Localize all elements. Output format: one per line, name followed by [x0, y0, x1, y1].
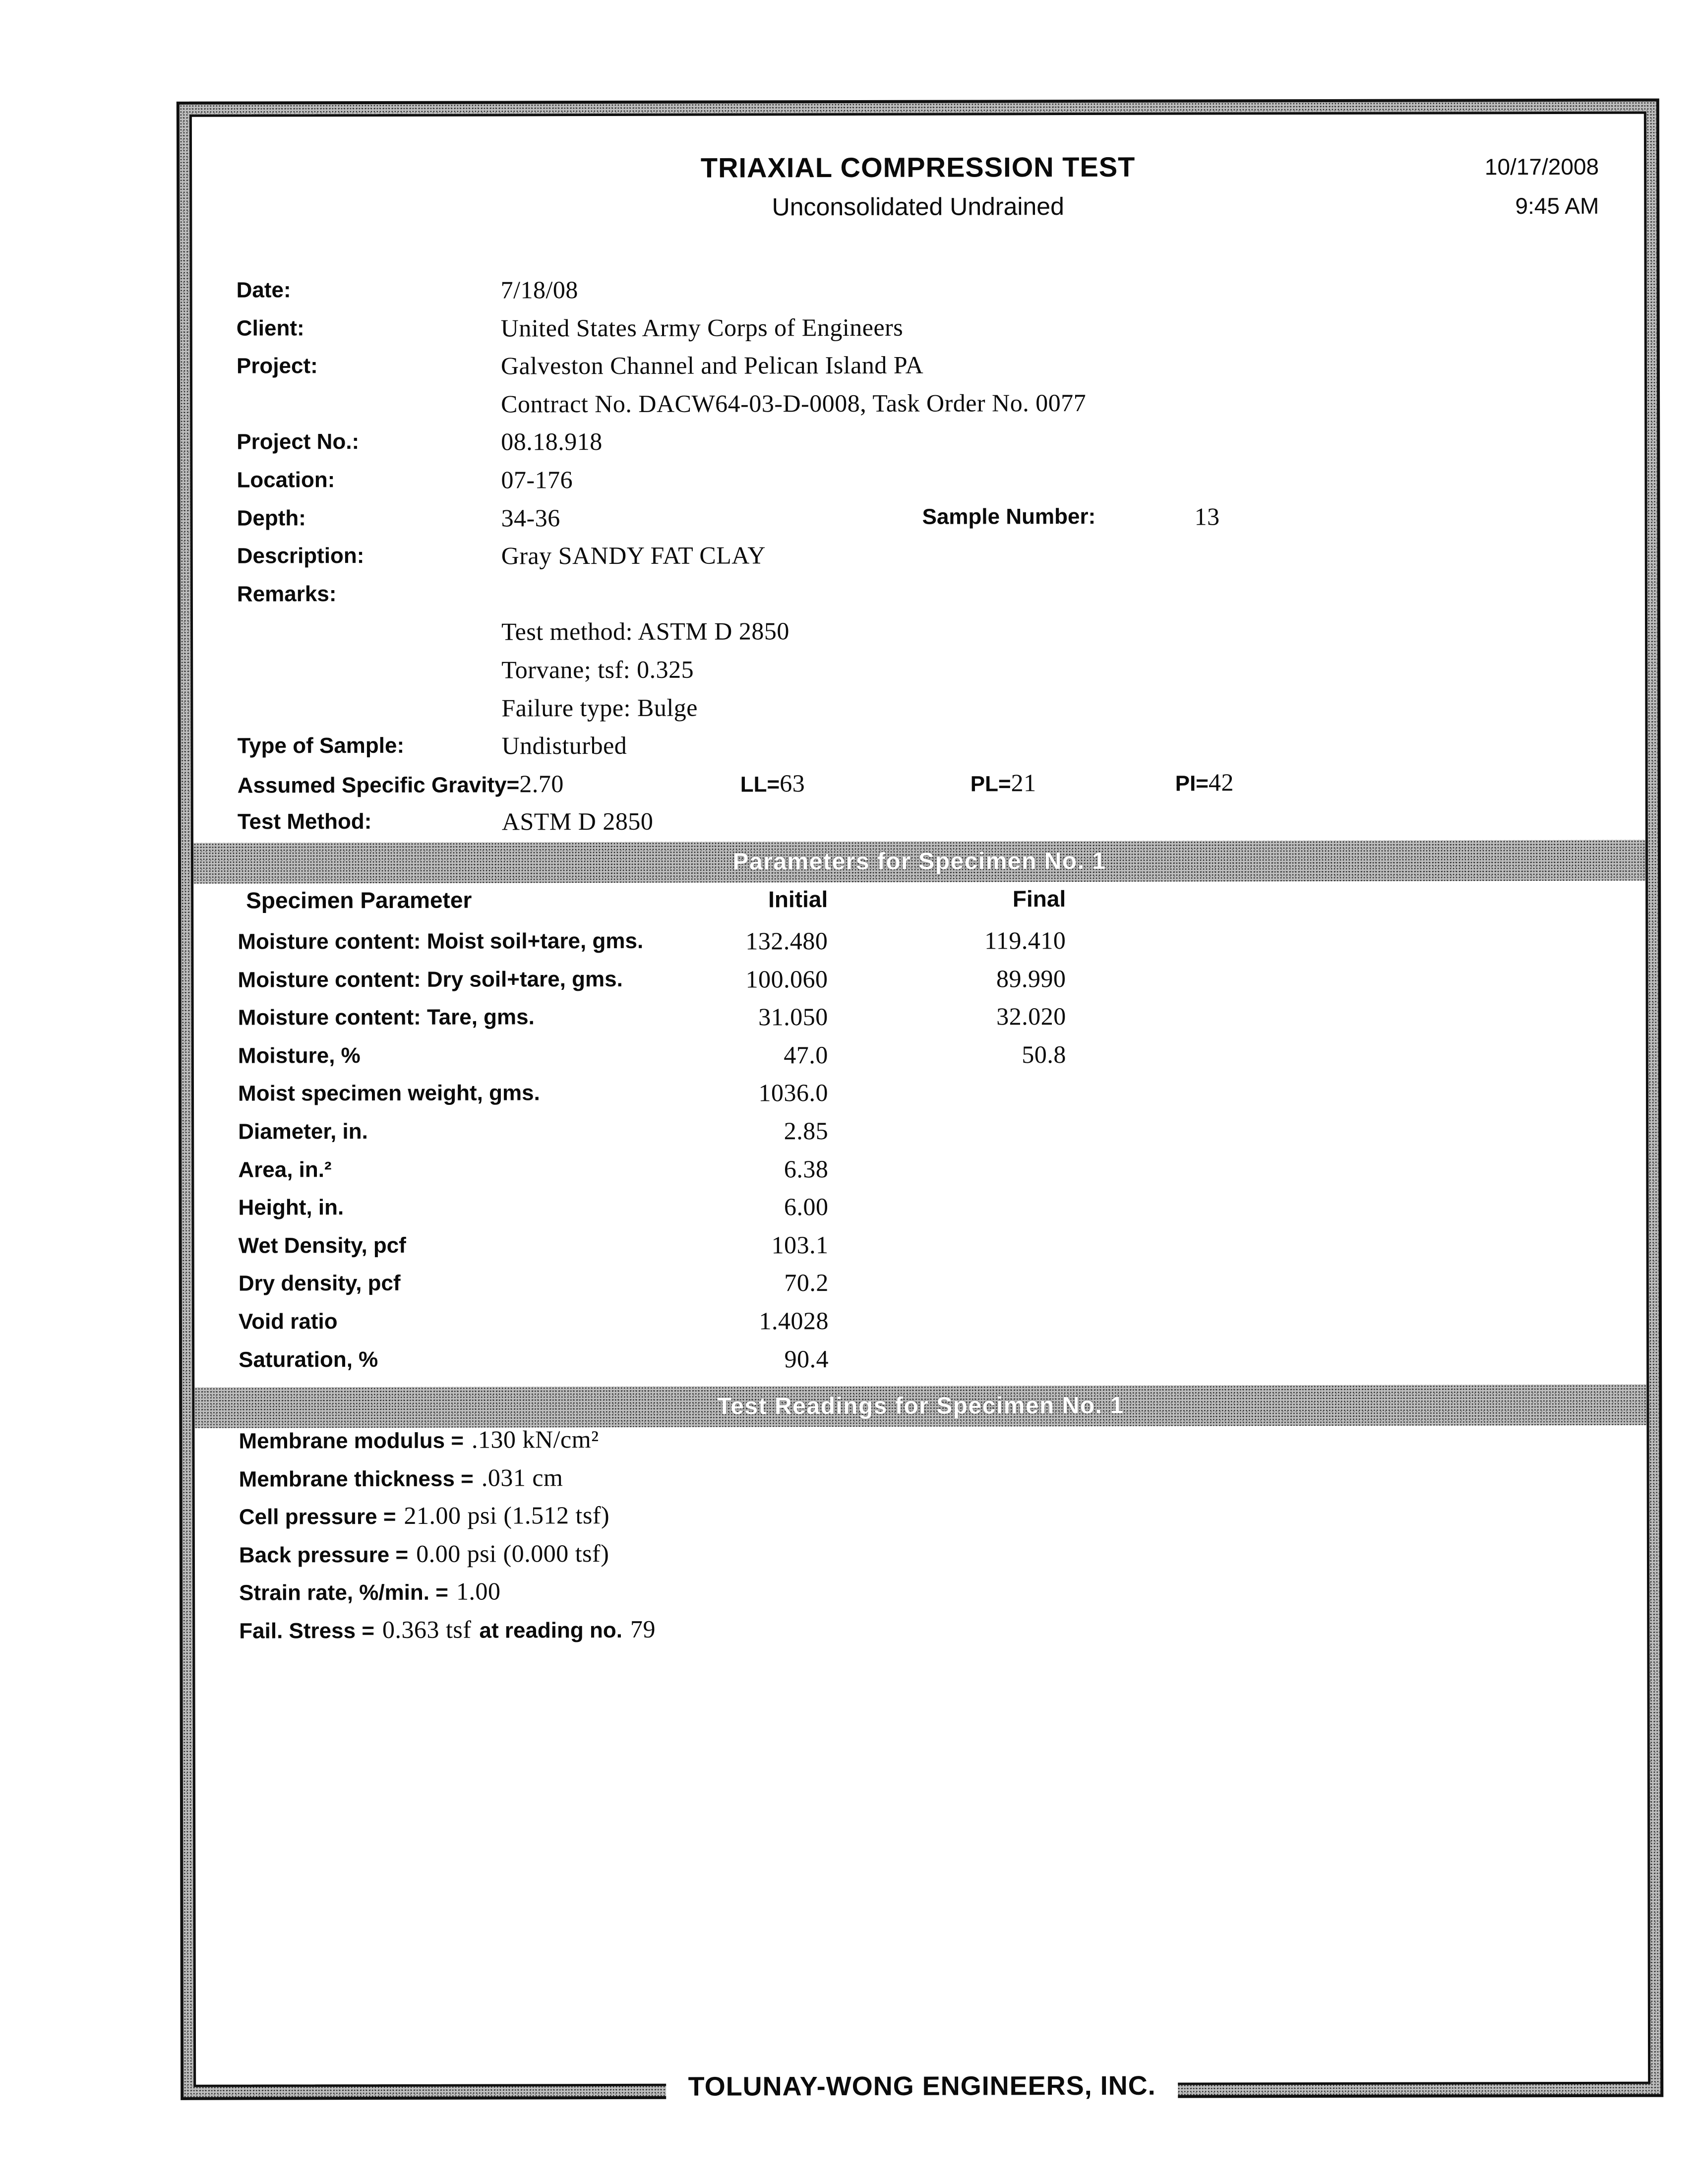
table-row: [0, 1229, 1698, 1271]
final-value: 50.8: [1022, 1040, 1066, 1069]
info-row-torvane: [0, 654, 1697, 695]
field-value: Torvane; tsf: 0.325: [501, 655, 694, 684]
print-time: 9:45 AM: [1515, 192, 1599, 219]
initial-value: 100.060: [745, 965, 828, 993]
reading-row: [0, 1422, 1698, 1464]
assumed-specific-gravity: Assumed Specific Gravity=2.70: [237, 769, 564, 798]
company-name: TOLUNAY-WONG ENGINEERS, INC.: [667, 2070, 1178, 2102]
info-row-gravity-atterberg: [0, 768, 1698, 809]
reading-row: [1, 1460, 1698, 1502]
parameter-label: Height, in.: [238, 1195, 344, 1220]
column-header-final: Final: [1012, 886, 1066, 912]
parameter-label: Moisture content: Moist soil+tare, gms.: [238, 928, 644, 954]
parameter-label: Diameter, in.: [238, 1119, 368, 1144]
cell-pressure: Cell pressure = 21.00 psi (1.512 tsf): [239, 1501, 610, 1530]
initial-value: 31.050: [758, 1003, 828, 1031]
field-label: Client:: [236, 315, 304, 341]
table-row: [0, 1268, 1698, 1309]
plastic-limit: PL=21: [970, 768, 1036, 797]
final-value: 32.020: [996, 1002, 1066, 1031]
info-row-contract: [0, 388, 1697, 429]
info-row-project: [0, 350, 1697, 392]
parameters-section-band: [193, 840, 1645, 884]
parameter-label: Moisture, %: [238, 1043, 361, 1068]
table-row: [0, 1153, 1698, 1195]
parameter-label: Dry density, pcf: [238, 1271, 401, 1296]
initial-value: 103.1: [771, 1230, 829, 1259]
test-readings-band-title: Test Readings for Specimen No. 1: [717, 1392, 1124, 1420]
column-header-parameter: Specimen Parameter: [246, 887, 472, 913]
page-title: TRIAXIAL COMPRESSION TEST: [700, 151, 1136, 183]
parameters-table-header: [0, 884, 1698, 929]
field-value: 07-176: [501, 466, 573, 494]
specimen-info-section: [0, 274, 1698, 847]
info-row-location: [0, 464, 1697, 505]
field-value: Test method: ASTM D 2850: [501, 617, 789, 646]
table-row: [0, 1305, 1698, 1347]
initial-value: 90.4: [784, 1344, 829, 1373]
parameter-label: Saturation, %: [239, 1347, 378, 1372]
initial-value: 2.85: [784, 1117, 829, 1145]
sample-number-value: 13: [1194, 502, 1220, 531]
field-value: 7/18/08: [500, 276, 578, 304]
field-value: Contract No. DACW64-03-D-0008, Task Order No. 0077: [501, 388, 1087, 418]
field-value: ASTM D 2850: [501, 807, 654, 836]
initial-value: 1.4028: [759, 1307, 829, 1335]
reading-row: [1, 1536, 1698, 1578]
parameter-label: Void ratio: [238, 1309, 338, 1334]
info-row-client: [0, 312, 1697, 354]
parameter-label: Wet Density, pcf: [238, 1233, 406, 1258]
final-value: 89.990: [996, 964, 1066, 992]
table-row: [0, 1115, 1698, 1157]
field-value: Failure type: Bulge: [501, 693, 698, 722]
initial-value: 6.00: [784, 1193, 829, 1221]
field-label: Test Method:: [237, 809, 372, 834]
strain-rate: Strain rate, %/min. = 1.00: [239, 1577, 501, 1606]
info-row-project-no: [0, 426, 1697, 468]
final-value: 119.410: [984, 926, 1066, 955]
parameters-band-title: Parameters for Specimen No. 1: [732, 848, 1106, 875]
field-value: United States Army Corps of Engineers: [500, 313, 904, 342]
liquid-limit: LL=63: [740, 769, 805, 797]
membrane-thickness: Membrane thickness = .031 cm: [239, 1463, 563, 1492]
info-row-test-method-note: [0, 616, 1697, 658]
reading-row: [1, 1499, 1698, 1540]
plasticity-index: PI=42: [1175, 768, 1234, 796]
info-row-date: [0, 274, 1697, 315]
sample-number-label: Sample Number:: [922, 504, 1096, 529]
parameter-label: Moist specimen weight, gms.: [238, 1081, 540, 1106]
parameters-table: [0, 884, 1698, 1385]
field-value: Undisturbed: [501, 731, 627, 760]
test-readings-section-band: [194, 1385, 1646, 1428]
field-label: Depth:: [237, 505, 306, 531]
info-row-depth: [0, 502, 1697, 544]
parameter-label: Moisture content: Dry soil+tare, gms.: [238, 967, 623, 992]
parameter-label: Moisture content: Tare, gms.: [238, 1005, 535, 1030]
table-row: [0, 1192, 1698, 1233]
info-row-remarks: [0, 578, 1697, 619]
reading-row: [1, 1612, 1698, 1654]
info-row-description: [0, 540, 1697, 582]
table-row: [0, 1039, 1698, 1081]
field-label: Date:: [236, 278, 291, 303]
reading-row: [1, 1575, 1698, 1616]
field-value: 34-36: [501, 503, 560, 532]
table-row: [0, 925, 1698, 967]
field-value: Galveston Channel and Pelican Island PA: [500, 351, 924, 380]
column-header-initial: Initial: [768, 886, 828, 912]
initial-value: 47.0: [784, 1040, 828, 1069]
back-pressure: Back pressure = 0.00 psi (0.000 tsf): [239, 1539, 609, 1568]
initial-value: 70.2: [784, 1269, 829, 1297]
field-label: Description:: [237, 544, 364, 568]
test-readings-section: [0, 1422, 1698, 1654]
info-row-type-of-sample: [0, 730, 1698, 772]
print-datetime: [1485, 147, 1599, 226]
info-row-failure-type: [0, 692, 1697, 733]
fail-stress: Fail. Stress = 0.363 tsf at reading no. 79: [239, 1615, 656, 1643]
initial-value: 1036.0: [758, 1079, 829, 1107]
field-label: Project No.:: [237, 429, 360, 454]
field-value: Gray SANDY FAT CLAY: [501, 541, 766, 570]
membrane-modulus: Membrane modulus = .130 kN/cm²: [239, 1425, 599, 1454]
initial-value: 6.38: [784, 1154, 829, 1183]
table-row: [0, 964, 1698, 1005]
footer: [196, 2069, 1648, 2103]
field-label: Location:: [237, 468, 335, 492]
field-label: Type of Sample:: [237, 733, 405, 758]
print-date: 10/17/2008: [1484, 153, 1599, 180]
table-row: [0, 1002, 1698, 1043]
parameter-label: Area, in.²: [238, 1157, 332, 1182]
table-row: [0, 1078, 1698, 1119]
table-row: [0, 1343, 1698, 1385]
initial-value: 132.480: [745, 927, 828, 955]
field-value: 08.18.918: [501, 427, 603, 456]
field-label: Remarks:: [237, 581, 337, 607]
field-label: Project:: [236, 354, 318, 378]
page-subtitle: Unconsolidated Undrained: [772, 192, 1064, 221]
